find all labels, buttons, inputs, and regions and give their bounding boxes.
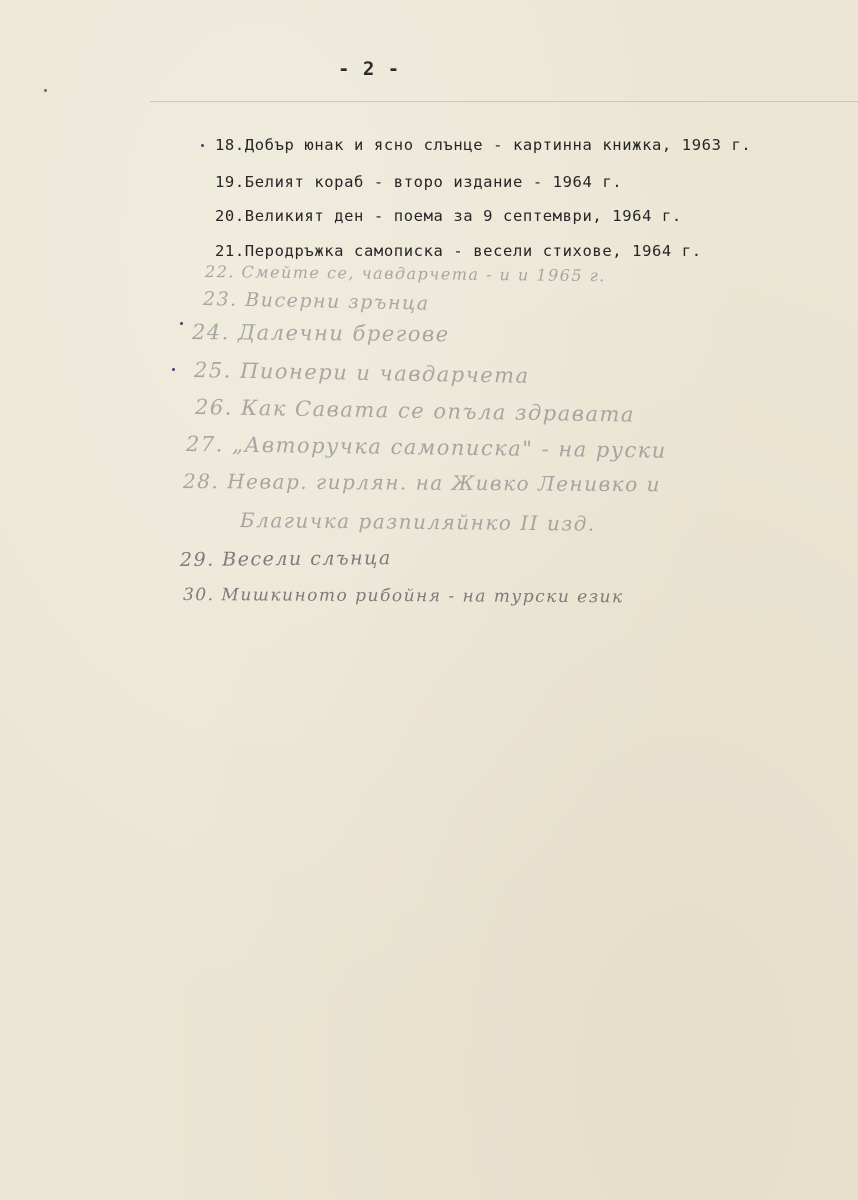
handwritten-list-item: 26. Как Савата се опъла здравата <box>194 395 636 427</box>
page-number: - 2 - <box>338 58 401 80</box>
handwritten-list-item: Благичка разпиляйнко II изд. <box>239 508 596 536</box>
typed-list-item: 19.Белият кораб - второ издание - 1964 г. <box>215 173 623 191</box>
handwritten-list-item: 30. Мишкиното рибойня - на турски език <box>182 585 624 608</box>
ink-tick-mark <box>172 368 175 371</box>
typed-list-item: 20.Великият ден - поема за 9 септември, 1964 г. <box>215 207 682 225</box>
ink-tick-mark <box>201 144 204 147</box>
handwritten-list-item: 27. „Авторучка самописка" - на руски <box>185 432 667 463</box>
typed-list-item: 18.Добър юнак и ясно слънце - картинна книжка, 1963 г. <box>215 136 752 154</box>
handwritten-list-item: 25. Пионери и чавдарчета <box>193 358 530 388</box>
paper-fold-line <box>150 101 858 102</box>
typed-list-item: 21.Перодръжка самописка - весели стихове, 1964 г. <box>215 242 702 260</box>
ink-tick-mark <box>180 322 183 325</box>
handwritten-list-item: 24. Далечни брегове <box>191 320 450 347</box>
handwritten-list-item: 23. Висерни зрънца <box>202 288 430 315</box>
handwritten-list-item: 28. Невар. гирлян. на Живко Ленивко и <box>182 469 661 497</box>
handwritten-list-item: 29. Весели слънца <box>179 547 392 571</box>
handwritten-list-item: 22. Смейте се, чавдарчета - и и 1965 г. <box>204 262 606 286</box>
ink-mark <box>44 89 47 92</box>
